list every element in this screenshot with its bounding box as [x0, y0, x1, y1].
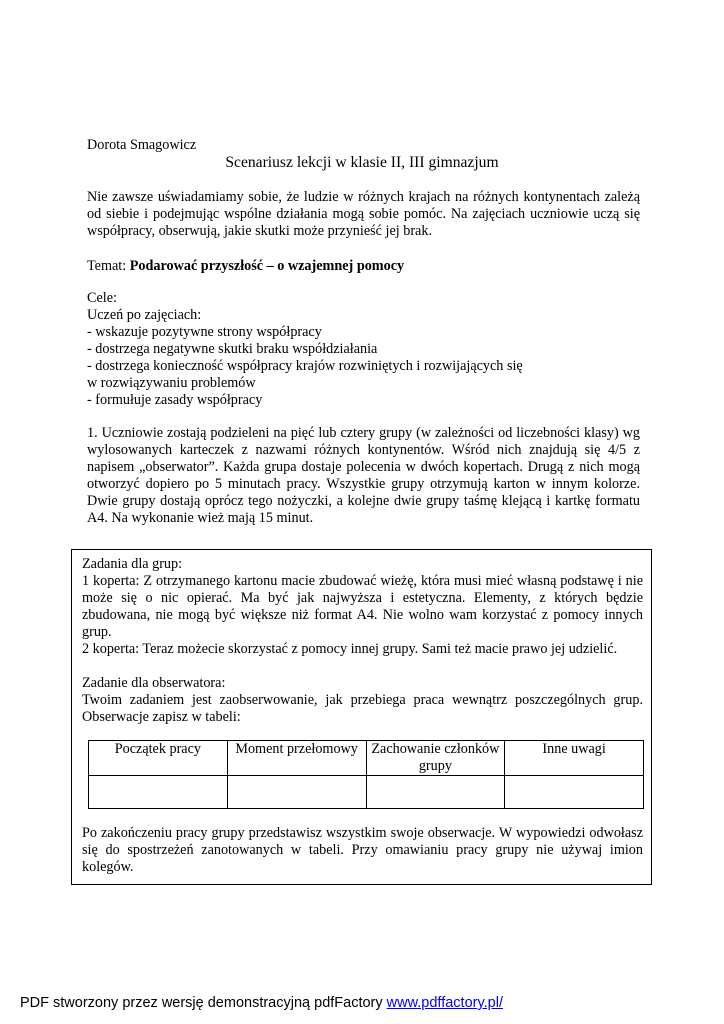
table-row — [89, 776, 644, 809]
task-box-content — [82, 556, 643, 726]
pdf-footer — [20, 995, 503, 1011]
table-header-cell: Zachowanie członków grupy — [366, 741, 505, 776]
envelope-2-text: 2 koperta: Teraz możecie skorzystać z pomocy innej grupy. Sami też macie prawo jej udzielić. — [82, 641, 618, 657]
table-header-cell: Początek pracy — [89, 741, 228, 776]
observer-heading: Zadanie dla obserwatora: — [82, 675, 226, 691]
task-box — [71, 549, 652, 885]
observation-table — [88, 740, 644, 809]
document-title: Scenariusz lekcji w klasie II, III gimnazjum — [225, 154, 499, 171]
table-header-cell: Moment przełomowy — [227, 741, 366, 776]
topic-text: Podarować przyszłość – o wzajemnej pomocy — [129, 258, 405, 274]
author-name: Dorota Smagowicz — [87, 137, 197, 153]
table-header-row — [89, 741, 644, 776]
goals-heading: Cele: — [87, 290, 117, 306]
table-header-cell: Inne uwagi — [505, 741, 644, 776]
goal-item: - dostrzega negatywne skutki braku współdziałania — [87, 341, 378, 357]
topic-label: Temat: — [87, 258, 130, 274]
table-cell — [505, 776, 644, 809]
footer-text: PDF stworzony przez wersję demonstracyjną pdfFactory — [20, 995, 387, 1011]
goal-item: - dostrzega konieczność współpracy krajów rozwiniętych i rozwijających się — [87, 358, 523, 374]
table-cell — [89, 776, 228, 809]
table-cell — [227, 776, 366, 809]
observer-text: Twoim zadaniem jest zaobserwowanie, jak przebiega praca wewnątrz poszczególnych grup. Obserwacje zapisz w tabeli: — [82, 692, 643, 725]
table-cell — [366, 776, 505, 809]
lesson-topic — [87, 258, 640, 275]
envelope-1-text: 1 koperta: Z otrzymanego kartonu macie zbudować wieżę, która musi mieć własną podstawę i nie może się o nic opierać. Ma być jak najwyższa i estetyczna. Elementy, z których będzie zbudowana, nie mogą być większe niż format A4. Nie wolno wam korzystać z pomocy innych grup. — [82, 573, 643, 640]
intro-paragraph: Nie zawsze uświadamiamy sobie, że ludzie w różnych krajach na różnych kontynentach zależą od siebie i podejmując wspólne działania mogą sobie pomóc. Na zajęciach uczniowie uczą się współpracy, obserwują, jakie skutki może przynieść jej brak. — [87, 189, 640, 239]
footer-link[interactable]: www.pdffactory.pl/ — [386, 995, 503, 1011]
goal-item: - formułuje zasady współpracy — [87, 392, 263, 408]
lesson-goals — [87, 290, 640, 409]
goals-subheading: Uczeń po zajęciach: — [87, 307, 202, 323]
goal-item: w rozwiązywaniu problemów — [87, 375, 256, 391]
goal-item: - wskazuje pozytywne strony współpracy — [87, 324, 322, 340]
observer-closing-text: Po zakończeniu pracy grupy przedstawisz wszystkim swoje obserwacje. W wypowiedzi odwołasz się do spostrzeżeń zanotowanych w tabeli. Przy omawianiu pracy grupy nie używaj imion kolegów. — [82, 825, 643, 875]
task-1-paragraph: 1. Uczniowie zostają podzieleni na pięć lub cztery grupy (w zależności od liczebności klasy) wg wylosowanych karteczek z nazwami różnych kontynentów. Wśród nich znajdują się 4/5 z napisem „obserwator”. Każda grupa dostaje polecenia w dwóch kopertach. Drugą z nich mogą otworzyć dopiero po 5 minutach pracy. Wszystkie grupy otrzymują karton w innym kolorze. Dwie grupy dostają oprócz tego nożyczki, a kolejne dwie grupy taśmę klejącą i kartkę formatu A4. Na wykonanie wież mają 15 minut. — [87, 425, 640, 526]
groups-heading: Zadania dla grup: — [82, 556, 183, 572]
